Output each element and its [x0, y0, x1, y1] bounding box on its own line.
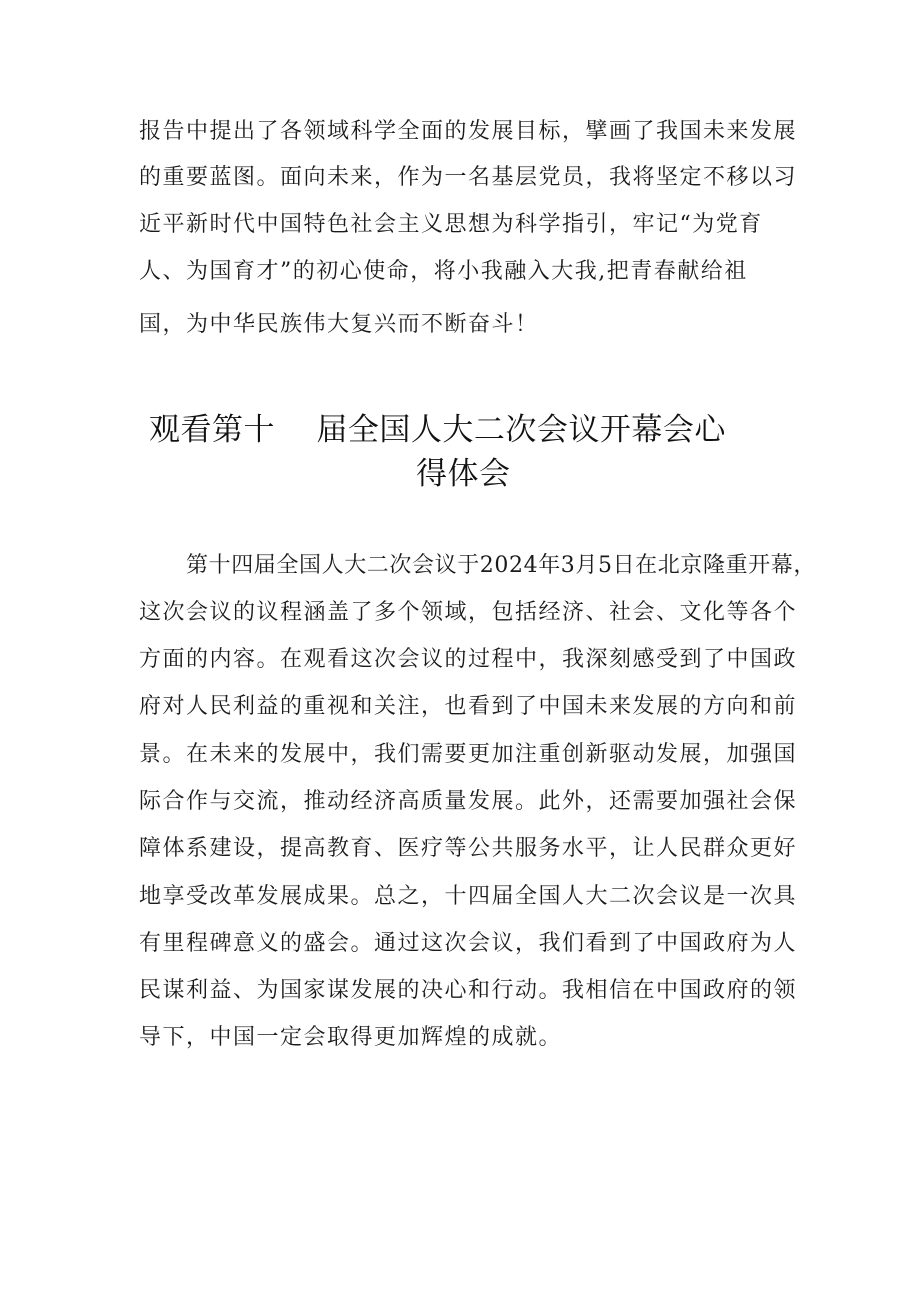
- text-line: 的重要蓝图。面向未来，作为一名基层党员，我将坚定不移以习: [139, 165, 798, 190]
- paragraph-line: 这次会议的议程涵盖了多个领域，包括经济、社会、文化等各个: [139, 600, 798, 625]
- paragraph-line: 方面的内容。在观看这次会议的过程中，我深刻感受到了中国政: [139, 647, 798, 672]
- paragraph-line: 有里程碑意义的盛会。通过这次会议，我们看到了中国政府为人: [139, 931, 798, 956]
- paragraph-line: 府对人民利益的重视和关注，也看到了中国未来发展的方向和前: [139, 694, 798, 719]
- text-line: 人、为国育才”的初心使命，将小我融入大我,把青春献给祖: [139, 259, 748, 284]
- text-line: 报告中提出了各领域科学全面的发展目标，擘画了我国未来发展: [139, 119, 798, 144]
- text-line: 近平新时代中国特色社会主义思想为科学指引，牢记“为党育: [139, 212, 763, 237]
- paragraph-line: 第十四届全国人大二次会议于2024年3月5日在北京隆重开幕，: [186, 553, 816, 578]
- paragraph-line: 导下，中国一定会取得更加辉煌的成就。: [139, 1025, 563, 1050]
- paragraph-line: 际合作与交流，推动经济高质量发展。此外，还需要加强社会保: [139, 789, 798, 814]
- paragraph-line: 地享受改革发展成果。总之，十四届全国人大二次会议是一次具: [139, 884, 798, 909]
- text-line: 国，为中华民族伟大复兴而不断奋斗！: [139, 312, 539, 337]
- paragraph-line: 民谋利益、为国家谋发展的决心和行动。我相信在中国政府的领: [139, 978, 798, 1003]
- title-line-2: 得体会: [416, 456, 511, 492]
- title-line-1: 观看第十 届全国人大二次会议开幕会心: [149, 412, 726, 448]
- paragraph-line: 景。在未来的发展中，我们需要更加注重创新驱动发展，加强国: [139, 742, 798, 767]
- paragraph-line: 障体系建设，提高教育、医疗等公共服务水平，让人民群众更好: [139, 836, 798, 861]
